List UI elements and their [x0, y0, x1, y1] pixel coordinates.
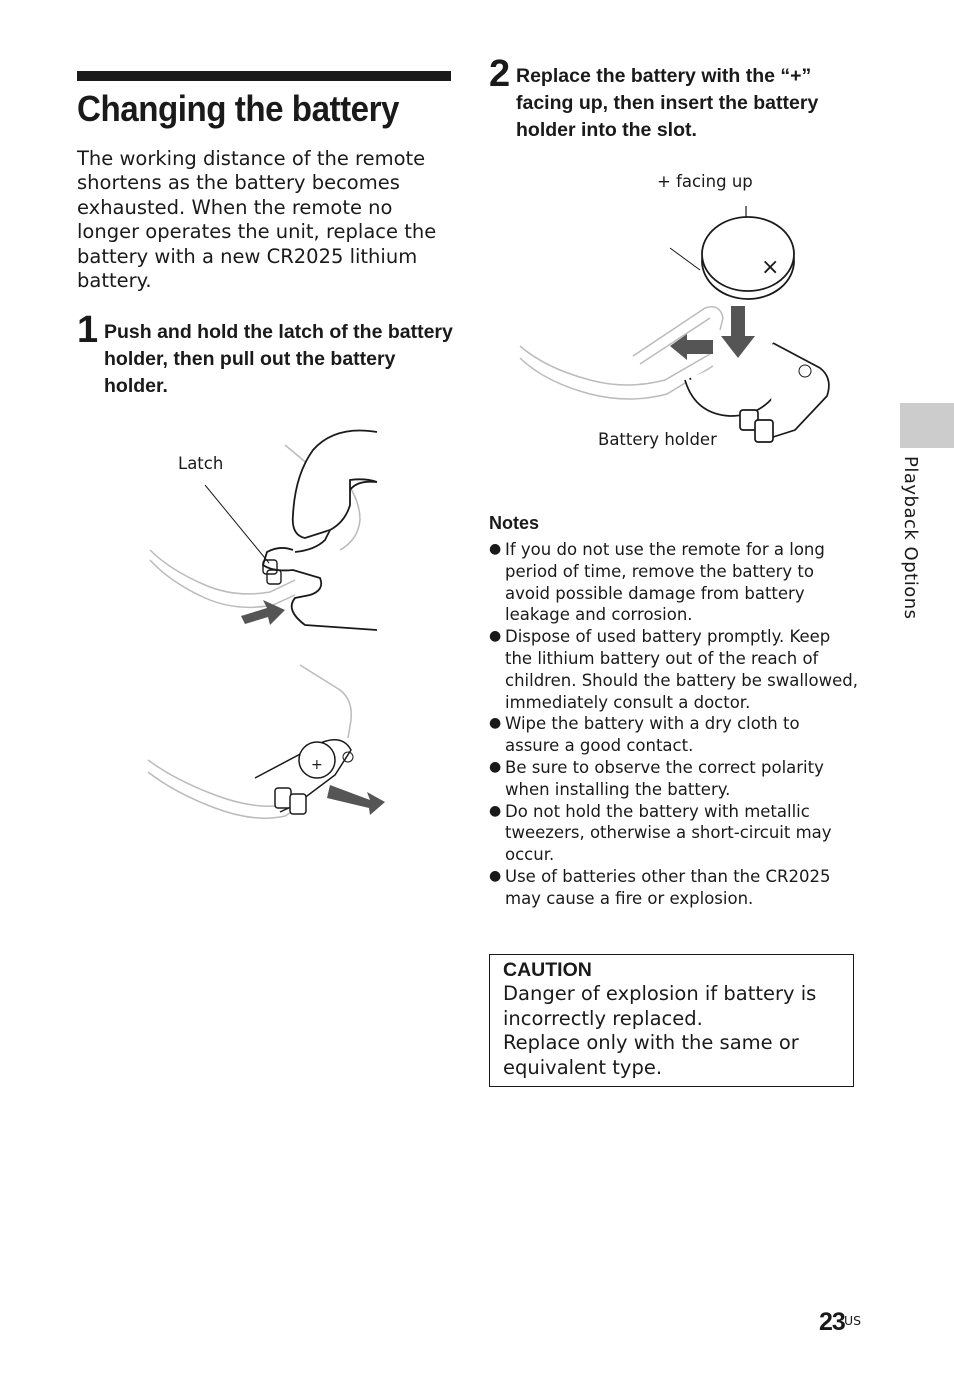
intro-paragraph: The working distance of the remote shortens as the battery becomes exhausted. When the remote no longer operates the unit, replace the battery with a new CR2025 lithium battery.: [77, 147, 437, 293]
note-item: [489, 801, 859, 866]
note-item: [489, 713, 859, 757]
svg-text:×: ×: [761, 255, 780, 280]
notes-heading: Notes: [489, 513, 540, 533]
page-region-suffix: US: [844, 1313, 862, 1328]
bullet-icon: ●: [489, 802, 502, 819]
battery-holder-label: Battery holder: [598, 430, 717, 449]
note-text: Wipe the battery with a dry cloth to assure a good contact.: [505, 714, 800, 756]
note-text: Use of batteries other than the CR2025 may cause a fire or explosion.: [505, 866, 831, 908]
note-item: [489, 866, 859, 910]
side-section-label-text: Playback Options: [900, 456, 921, 620]
notes-list: [489, 539, 859, 910]
battery-insert-drawing: [515, 168, 845, 463]
note-text: Dispose of used battery promptly. Keep the lithium battery out of the reach of children. Should the battery be swallowed, immediately consult a doctor.: [505, 627, 858, 712]
note-text: Do not hold the battery with metallic tweezers, otherwise a short-circuit may occur.: [505, 801, 832, 865]
svg-text:+: +: [311, 757, 323, 773]
bullet-icon: ●: [489, 758, 502, 775]
note-item: [489, 539, 859, 626]
step2-illustration: [515, 168, 845, 463]
step1-illustration: [145, 420, 395, 820]
note-text: Be sure to observe the correct polarity when installing the battery.: [505, 757, 824, 799]
page-number: 23: [819, 1308, 845, 1336]
title-rule: [77, 71, 451, 81]
caution-title: CAUTION: [503, 959, 592, 981]
page-title: Changing the battery: [77, 88, 400, 129]
note-text: If you do not use the remote for a long period of time, remove the battery to avoid possible damage from battery leakage and corrosion.: [505, 540, 825, 625]
bullet-icon: ●: [489, 541, 502, 557]
facing-up-label: + facing up: [657, 172, 753, 191]
bullet-icon: ●: [489, 867, 502, 884]
caution-box: [489, 954, 854, 1087]
latch-press-drawing: [145, 420, 395, 820]
step-1-number: 1: [77, 309, 99, 351]
side-section-label: [895, 456, 921, 646]
caution-line-2: Replace only with the same or equivalent type.: [503, 1031, 799, 1079]
step-1-text: Push and hold the latch of the battery holder, then pull out the battery holder.: [104, 321, 453, 397]
note-item: [489, 626, 859, 713]
bullet-icon: ●: [489, 715, 502, 732]
step-2-text: Replace the battery with the “+” facing up, then insert the battery holder into the slot.: [516, 65, 819, 141]
latch-label: Latch: [178, 454, 224, 473]
note-item: [489, 757, 859, 801]
section-tab-marker: [900, 403, 954, 448]
step-2-number: 2: [489, 53, 511, 95]
caution-line-1: Danger of explosion if battery is incorrectly replaced.: [503, 982, 817, 1030]
bullet-icon: ●: [489, 628, 502, 645]
